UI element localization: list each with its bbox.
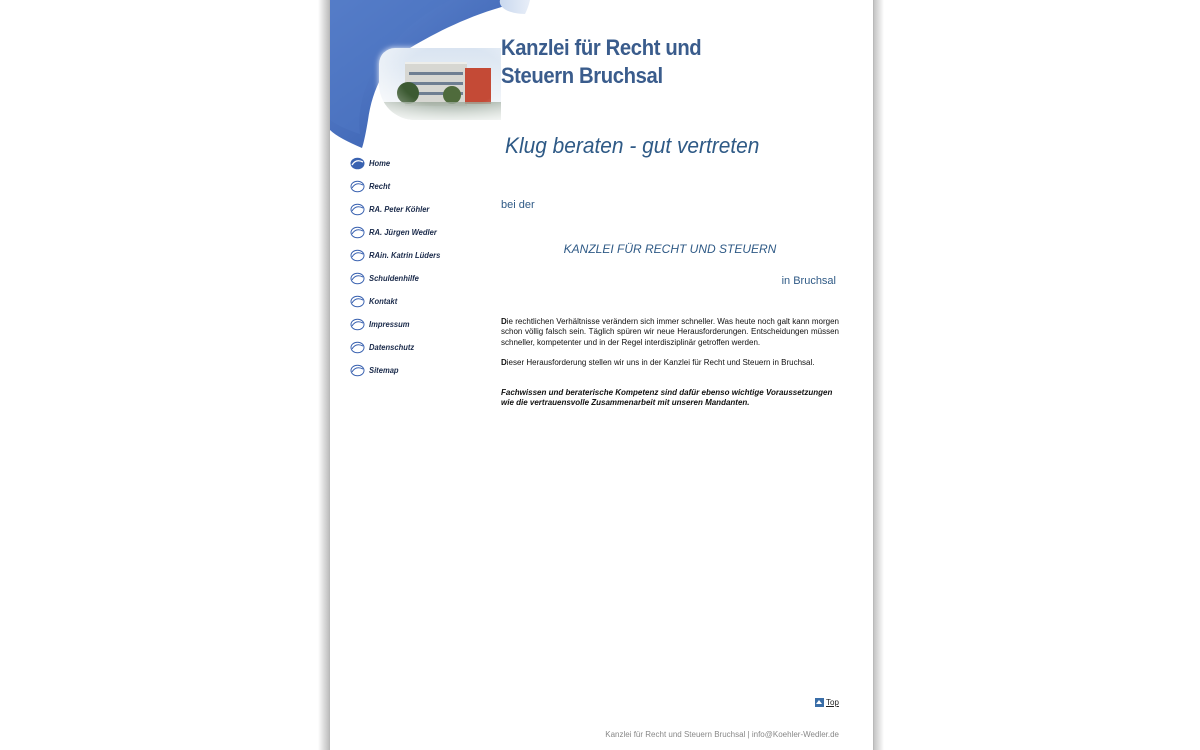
nav-label-peter-koehler: RA. Peter Köhler xyxy=(369,205,430,214)
swoosh-icon xyxy=(350,295,365,308)
office-building-photo xyxy=(379,48,501,120)
nav-item-impressum[interactable] xyxy=(350,313,444,336)
page-container xyxy=(329,0,874,750)
nav-label-datenschutz: Datenschutz xyxy=(369,343,415,352)
main-navigation xyxy=(350,152,444,382)
swoosh-icon xyxy=(350,318,365,331)
site-title xyxy=(501,34,701,90)
nav-item-datenschutz[interactable] xyxy=(350,336,444,359)
nav-item-katrin-lueders[interactable] xyxy=(350,244,444,267)
footer-text: Kanzlei für Recht und Steuern Bruchsal | xyxy=(605,730,752,739)
nav-label-kontakt: Kontakt xyxy=(369,297,398,306)
site-title-line1: Kanzlei für Recht und xyxy=(501,35,702,60)
home-swoosh-icon xyxy=(350,157,365,170)
paragraph-text: ieser Herausforderung stellen wir uns in der Kanzlei für Recht und Steuern in Bruchsal. xyxy=(506,357,815,367)
nav-item-juergen-wedler[interactable] xyxy=(350,221,444,244)
slogan: Klug beraten - gut vertreten xyxy=(505,133,760,158)
arrow-up-icon xyxy=(815,698,824,707)
swoosh-icon xyxy=(350,272,365,285)
drop-initial: D xyxy=(501,317,507,326)
swoosh-icon xyxy=(350,226,365,239)
content-paragraph-1 xyxy=(501,317,839,348)
content-paragraph-2 xyxy=(501,358,839,368)
swoosh-icon xyxy=(350,180,365,193)
content-paragraph-emphasis: Fachwissen und beraterische Kompetenz sind dafür ebenso wichtige Voraussetzungen wie die vertrauensvolle Zusammenarbeit mit unseren Mandanten. xyxy=(501,388,833,408)
nav-label-recht: Recht xyxy=(369,182,391,191)
nav-item-kontakt[interactable] xyxy=(350,290,444,313)
swoosh-icon xyxy=(350,341,365,354)
footer xyxy=(501,730,839,739)
nav-label-home: Home xyxy=(369,159,391,168)
intro-firm-name: KANZLEI FÜR RECHT UND STEUERN xyxy=(563,242,777,256)
swoosh-icon xyxy=(350,364,365,377)
main-content xyxy=(501,317,839,419)
nav-item-schuldenhilfe[interactable] xyxy=(350,267,444,290)
nav-item-sitemap[interactable] xyxy=(350,359,444,382)
paragraph-text: ie rechtlichen Verhältnisse verändern sich immer schneller. Was heute noch galt kann morgen schon völlig falsch sein. Täglich spüren wir neue Herausforderungen. Entscheidungen müssen schneller, kompetenter und in der Regel interdisziplinär getroffen werden. xyxy=(501,317,839,347)
nav-label-juergen-wedler: RA. Jürgen Wedler xyxy=(369,228,437,237)
nav-item-recht[interactable] xyxy=(350,175,444,198)
footer-email-link[interactable]: info@Koehler-Wedler.de xyxy=(751,730,839,739)
nav-item-peter-koehler[interactable] xyxy=(350,198,444,221)
nav-label-sitemap: Sitemap xyxy=(369,366,399,375)
site-title-line2: Steuern Bruchsal xyxy=(501,63,663,88)
nav-label-schuldenhilfe: Schuldenhilfe xyxy=(369,274,419,283)
back-to-top-link[interactable] xyxy=(815,698,839,707)
top-link-label: Top xyxy=(826,698,839,707)
drop-initial: D xyxy=(501,357,507,367)
intro-bei-der: bei der xyxy=(501,199,535,211)
swoosh-icon xyxy=(350,249,365,262)
nav-label-katrin-lueders: RAin. Katrin Lüders xyxy=(369,251,441,260)
intro-location: in Bruchsal xyxy=(781,275,836,287)
swoosh-icon xyxy=(350,203,365,216)
nav-label-impressum: Impressum xyxy=(369,320,410,329)
nav-item-home[interactable] xyxy=(350,152,444,175)
